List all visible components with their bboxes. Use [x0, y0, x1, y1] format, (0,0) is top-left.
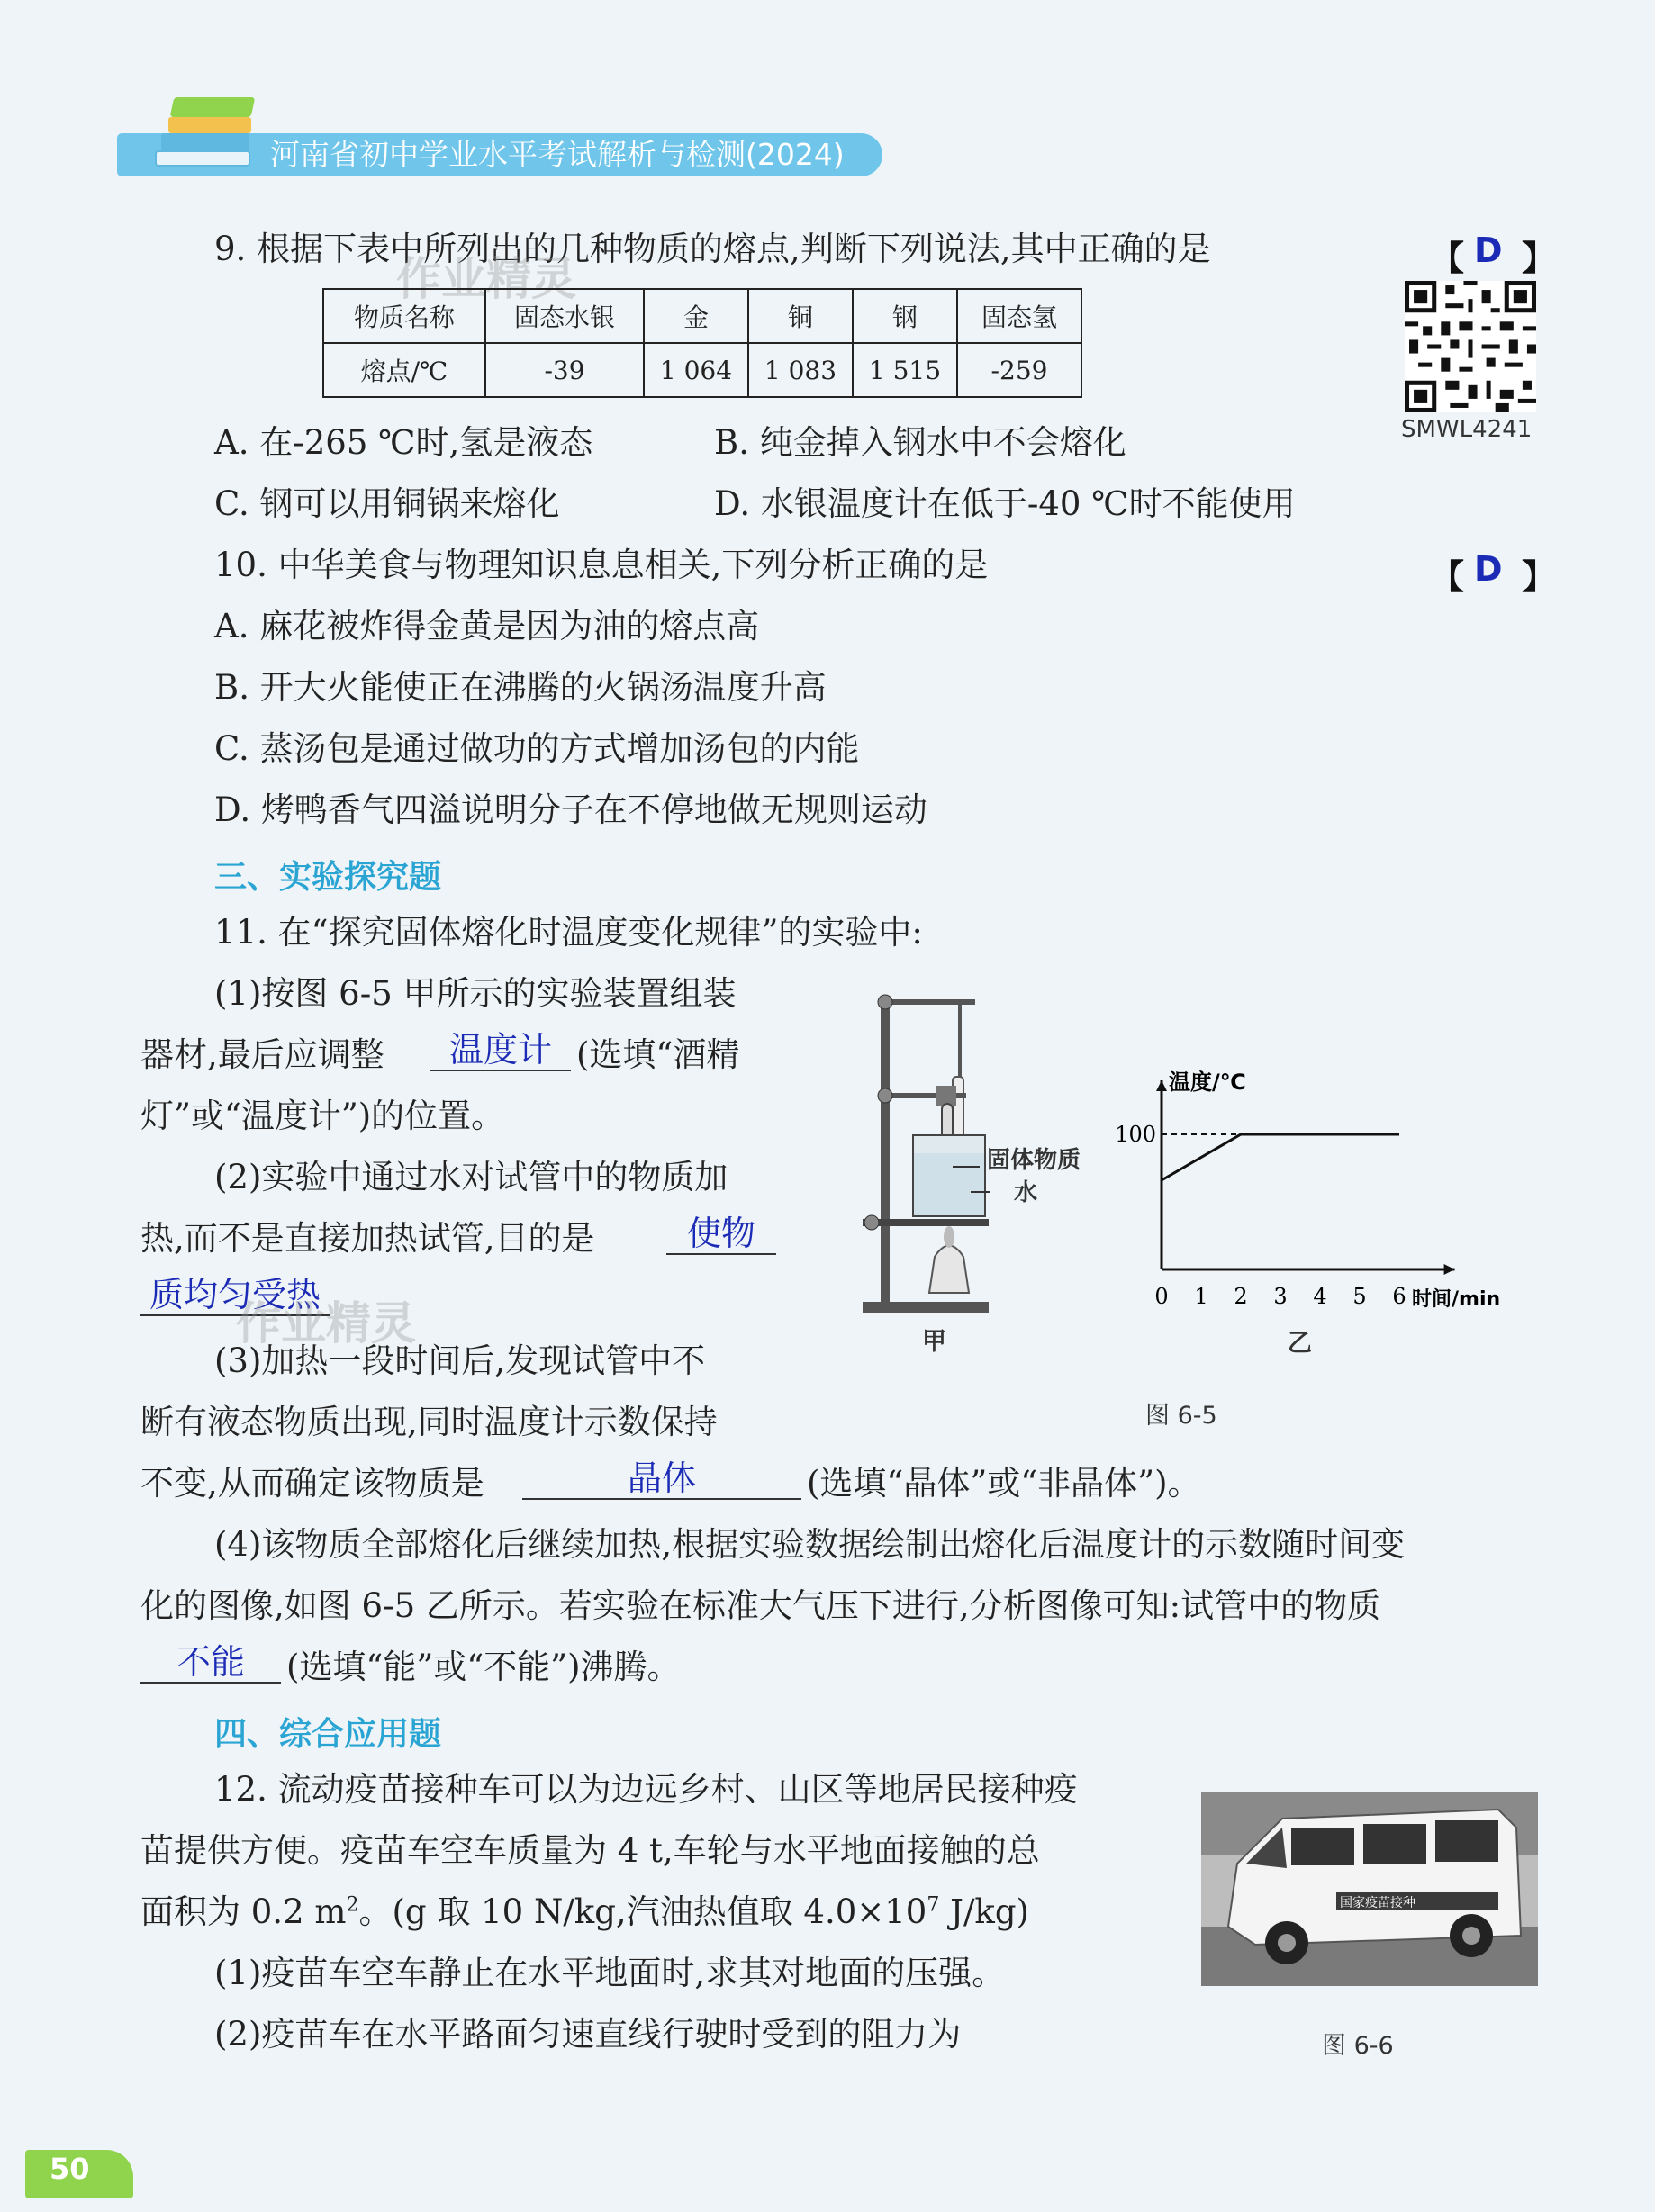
- q11-p1-line3: 灯”或“温度计”)的位置。: [140, 1097, 505, 1135]
- x-tick-label: 4: [1313, 1284, 1327, 1309]
- table-cell: 铜: [748, 289, 853, 343]
- y-axis-arrow: [1156, 1080, 1167, 1091]
- q10-stem: 10. 中华美食与物理知识息息相关,下列分析正确的是: [214, 546, 989, 584]
- table-row: [323, 289, 1081, 343]
- fig65-caption: 图 6-5: [1145, 1402, 1217, 1430]
- q11-p2-answer-b: 质均匀受热: [140, 1277, 330, 1316]
- table-cell: 金: [644, 289, 748, 343]
- q9-option-d: D. 水银温度计在低于-40 ℃时不能使用: [714, 484, 1296, 523]
- q12-line3-text: 面积为 0.2 m: [140, 1892, 347, 1931]
- q11-p4-line3b: (选填“能”或“不能”)沸腾。: [286, 1648, 681, 1686]
- watermark: 作业精灵: [396, 253, 576, 305]
- superscript: 2: [346, 1893, 359, 1917]
- q9-answer: D: [1474, 230, 1503, 270]
- q10-answer: D: [1474, 549, 1503, 589]
- table-cell: -39: [485, 343, 644, 397]
- table-cell: 1 515: [853, 343, 957, 397]
- q9-stem: 9. 根据下表中所列出的几种物质的熔点,判断下列说法,其中正确的是: [214, 230, 1211, 268]
- q9-option-b: B. 纯金掉入钢水中不会熔化: [714, 423, 1126, 462]
- watermark: 作业精灵: [236, 1297, 416, 1350]
- label-water: 水: [1014, 1179, 1038, 1206]
- label-yi: 乙: [1288, 1330, 1312, 1358]
- q11-p2-line2a: 热,而不是直接加热试管,目的是: [140, 1219, 595, 1258]
- x-axis-arrow: [1444, 1264, 1455, 1275]
- table-cell: 固态水银: [485, 289, 644, 343]
- q10-bracket-left: 【: [1430, 557, 1465, 597]
- q10-option-d: D. 烤鸭香气四溢说明分子在不停地做无规则运动: [214, 790, 927, 829]
- q11-p2-line1: (2)实验中通过水对试管中的物质加: [214, 1158, 728, 1196]
- table-row: [323, 343, 1081, 397]
- x-tick-label: 1: [1194, 1284, 1208, 1309]
- q9-bracket-left: 【: [1430, 239, 1465, 278]
- qr-code-icon[interactable]: [1405, 281, 1536, 412]
- books-icon: [149, 90, 270, 180]
- q11-p2-answer-a: 使物: [666, 1215, 776, 1255]
- qr-code-label: SMWL4241: [1401, 416, 1533, 443]
- table-cell: 固态氢: [957, 289, 1081, 343]
- q10-option-b: B. 开大火能使正在沸腾的火锅汤温度升高: [214, 668, 827, 707]
- q12-line1: 12. 流动疫苗接种车可以为边远乡村、山区等地居民接种疫: [214, 1770, 1078, 1809]
- q11-p3-line1: (3)加热一段时间后,发现试管中不: [214, 1341, 706, 1380]
- temperature-chart: [1108, 1044, 1540, 1314]
- q12-line2: 苗提供方便。疫苗车空车质量为 4 t,车轮与水平地面接触的总: [140, 1831, 1040, 1870]
- q11-p1-line1: (1)按图 6-5 甲所示的实验装置组装: [214, 974, 737, 1013]
- header-title: 河南省初中学业水平考试解析与检测(2024): [270, 137, 845, 172]
- table-cell: 物质名称: [323, 289, 485, 343]
- q11-p4-line1: (4)该物质全部熔化后继续加热,根据实验数据绘制出熔化后温度计的示数随时间变: [214, 1525, 1406, 1564]
- page-number: 50: [50, 2152, 90, 2186]
- q10-bracket-right: 】: [1522, 557, 1557, 597]
- q11-p3-line3a: 不变,从而确定该物质是: [140, 1464, 484, 1503]
- x-tick-label: 6: [1392, 1284, 1406, 1309]
- q9-option-c: C. 钢可以用铜锅来熔化: [214, 484, 560, 523]
- q12-line3-text: 。(g 取 10 N/kg,汽油热值取 4.0×10: [358, 1892, 927, 1931]
- q11-p3-line3b: (选填“晶体”或“非晶体”)。: [807, 1464, 1201, 1503]
- q9-option-a: A. 在-265 ℃时,氢是液态: [214, 423, 593, 462]
- x-axis-label: 时间/min: [1412, 1288, 1501, 1311]
- q11-p3-answer: 晶体: [522, 1460, 801, 1500]
- x-tick-label: 3: [1273, 1284, 1288, 1309]
- q11-stem: 11. 在“探究固体熔化时温度变化规律”的实验中:: [214, 913, 923, 952]
- q9-bracket-right: 】: [1522, 239, 1557, 278]
- x-tick-label: 0: [1154, 1284, 1169, 1309]
- section-title: 三、实验探究题: [214, 859, 442, 896]
- q12-line5: (2)疫苗车在水平路面匀速直线行驶时受到的阻力为: [214, 2015, 962, 2054]
- q11-p4-answer: 不能: [140, 1644, 281, 1684]
- van-text: 国家疫苗接种: [1340, 1896, 1415, 1910]
- melting-point-table: [322, 288, 1082, 398]
- x-tick-label: 5: [1352, 1284, 1367, 1309]
- q11-p1-answer: 温度计: [430, 1032, 571, 1071]
- q12-line3: [140, 1892, 1029, 1932]
- q11-p3-line2: 断有液态物质出现,同时温度计示数保持: [140, 1403, 718, 1441]
- q11-p1-line2a: 器材,最后应调整: [140, 1035, 384, 1074]
- superscript: 7: [927, 1893, 940, 1917]
- table-cell: 熔点/℃: [323, 343, 485, 397]
- label-jia: 甲: [922, 1328, 946, 1356]
- x-tick-label: 2: [1234, 1284, 1248, 1309]
- fig66-caption: 图 6-6: [1322, 2032, 1394, 2060]
- q11-p1-line2b: (选填“酒精: [576, 1035, 740, 1074]
- y-axis-label: 温度/℃: [1169, 1070, 1246, 1095]
- table-cell: 1 083: [748, 343, 853, 397]
- y-tick-label: 100: [1115, 1122, 1156, 1147]
- table-cell: -259: [957, 343, 1081, 397]
- table-cell: 1 064: [644, 343, 748, 397]
- label-solid: 固体物质: [987, 1147, 1081, 1174]
- temperature-series-line: [1162, 1134, 1399, 1180]
- q10-option-c: C. 蒸汤包是通过做功的方式增加汤包的内能: [214, 729, 860, 768]
- q12-line4: (1)疫苗车空车静止在水平地面时,求其对地面的压强。: [214, 1954, 1006, 1992]
- q12-line3-text: J/kg): [939, 1892, 1029, 1931]
- table-cell: 钢: [853, 289, 957, 343]
- section-title: 四、综合应用题: [214, 1716, 442, 1753]
- q11-p4-line2: 化的图像,如图 6-5 乙所示。若实验在标准大气压下进行,分析图像可知:试管中的物质: [140, 1586, 1381, 1625]
- q10-option-a: A. 麻花被炸得金黄是因为油的熔点高: [214, 607, 760, 646]
- vaccine-van-image: [1201, 1792, 1538, 1986]
- chart-svg: [1108, 1044, 1540, 1314]
